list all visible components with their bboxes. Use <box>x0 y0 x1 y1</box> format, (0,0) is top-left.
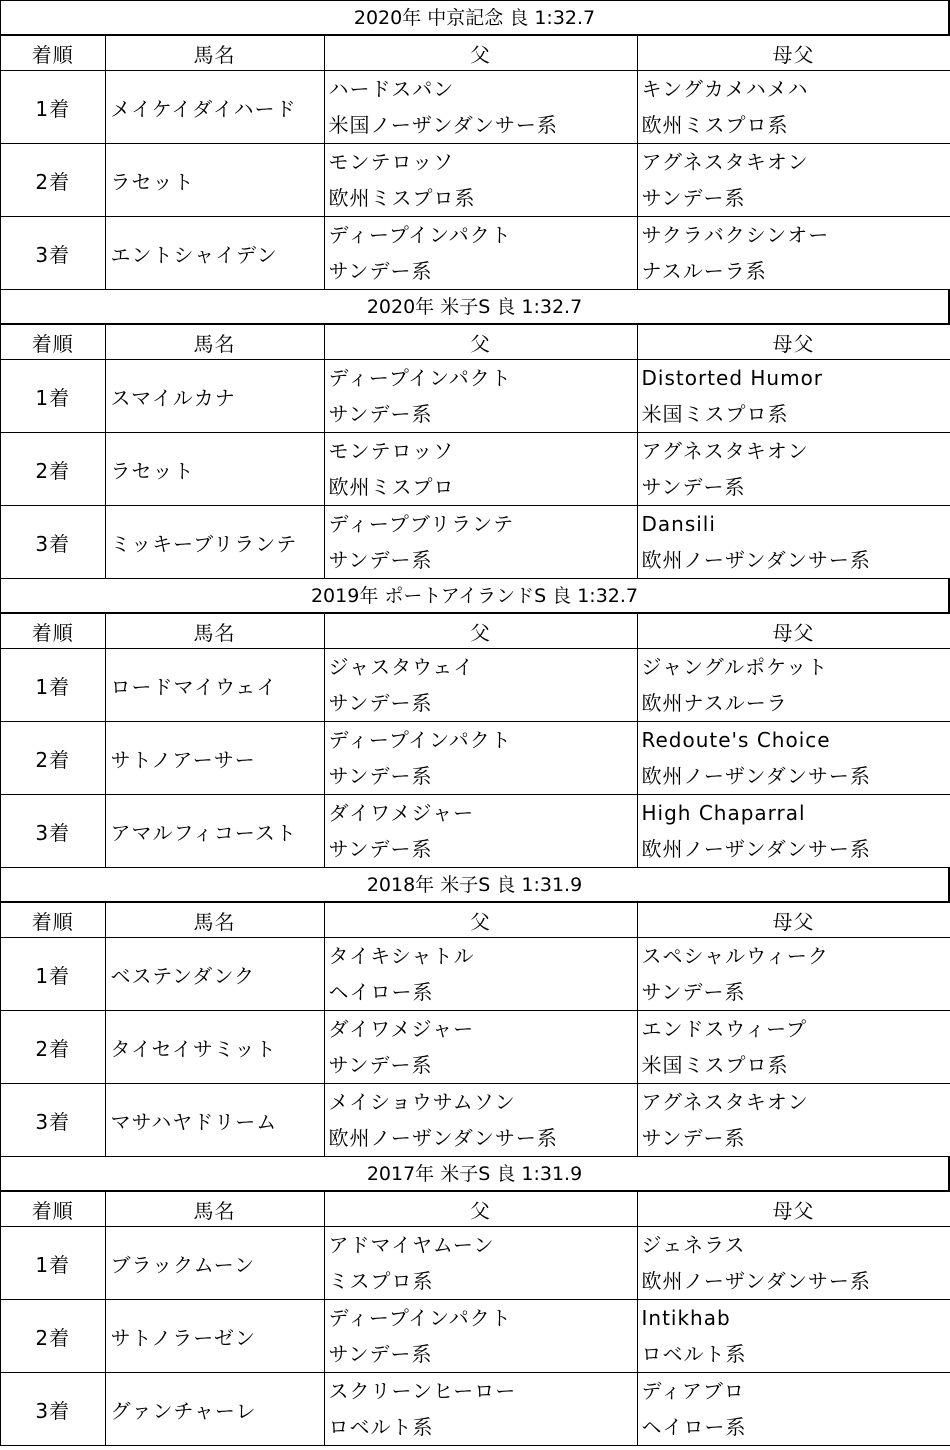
finish-position: 1着 <box>1 1227 105 1300</box>
horse-name: エントシャイデン <box>105 217 324 290</box>
dam-sire-name: スペシャルウィーク <box>641 944 829 968</box>
header-dam-sire: 母父 <box>637 1192 950 1227</box>
header-sire: 父 <box>324 1192 637 1227</box>
header-row <box>1 903 950 938</box>
sire-line: 米国ノーザンダンサー系 <box>328 113 558 137</box>
sire-line: 欧州ミスプロ <box>328 475 455 499</box>
finish-position: 1着 <box>1 71 105 144</box>
sire-line: サンデー系 <box>328 259 433 283</box>
finish-position: 1着 <box>1 938 105 1011</box>
sire-name: ディープブリランテ <box>328 512 515 536</box>
horse-name: ベステンダンク <box>105 938 324 1011</box>
header-dam-sire: 母父 <box>637 903 950 938</box>
race-block <box>1 579 950 868</box>
sire-line: ロベルト系 <box>328 1415 434 1439</box>
sire-line: サンデー系 <box>328 691 433 715</box>
dam-sire-name: アグネスタキオン <box>641 1090 809 1114</box>
sire-cell <box>324 506 637 579</box>
header-rank: 着順 <box>1 1192 105 1227</box>
sire-line: サンデー系 <box>328 837 433 861</box>
finish-position: 2着 <box>1 1011 105 1084</box>
horse-name: マサハヤドリーム <box>105 1084 324 1157</box>
result-row <box>1 1011 950 1084</box>
finish-position: 2着 <box>1 722 105 795</box>
sire-cell <box>324 360 637 433</box>
horse-name: ミッキーブリランテ <box>105 506 324 579</box>
header-row <box>1 614 950 649</box>
finish-position: 3着 <box>1 1084 105 1157</box>
header-dam-sire: 母父 <box>637 36 950 71</box>
dam-sire-name: Intikhab <box>641 1306 731 1330</box>
dam-sire-line: 米国ミスプロ系 <box>641 1053 789 1077</box>
sire-cell <box>324 144 637 217</box>
sire-cell <box>324 1227 637 1300</box>
sire-name: モンテロッソ <box>328 439 455 463</box>
dam-sire-name: Dansili <box>641 512 716 536</box>
dam-sire-cell <box>637 217 950 290</box>
sire-name: メイショウサムソン <box>328 1090 516 1114</box>
horse-name: サトノラーゼン <box>105 1300 324 1373</box>
header-sire: 父 <box>324 903 637 938</box>
dam-sire-cell <box>637 71 950 144</box>
dam-sire-line: ナスルーラ系 <box>641 259 767 283</box>
result-row <box>1 217 950 290</box>
header-sire: 父 <box>324 325 637 360</box>
result-row <box>1 795 950 868</box>
sire-name: ダイワメジャー <box>328 1017 475 1041</box>
dam-sire-line: サンデー系 <box>641 186 746 210</box>
dam-sire-name: アグネスタキオン <box>641 150 809 174</box>
horse-name: スマイルカナ <box>105 360 324 433</box>
header-row <box>1 36 950 71</box>
sire-cell <box>324 938 637 1011</box>
dam-sire-cell <box>637 649 950 722</box>
result-row <box>1 360 950 433</box>
horse-name: メイケイダイハード <box>105 71 324 144</box>
results-body <box>1 1227 950 1446</box>
horse-name: ラセット <box>105 433 324 506</box>
dam-sire-line: 欧州ノーザンダンサー系 <box>641 764 871 788</box>
sire-name: ディープインパクト <box>328 728 512 752</box>
finish-position: 2着 <box>1 433 105 506</box>
race-title: 2017年 米子S 良 1:31.9 <box>1 1157 950 1192</box>
horse-name: グァンチャーレ <box>105 1373 324 1446</box>
sire-name: アドマイヤムーン <box>328 1233 495 1257</box>
result-row <box>1 649 950 722</box>
dam-sire-line: ヘイロー系 <box>641 1415 747 1439</box>
finish-position: 2着 <box>1 1300 105 1373</box>
results-table <box>1 325 950 579</box>
dam-sire-name: キングカメハメハ <box>641 77 809 101</box>
sire-name: ダイワメジャー <box>328 801 475 825</box>
dam-sire-name: アグネスタキオン <box>641 439 809 463</box>
dam-sire-cell <box>637 795 950 868</box>
header-row <box>1 325 950 360</box>
horse-name: サトノアーサー <box>105 722 324 795</box>
dam-sire-name: Distorted Humor <box>641 366 824 390</box>
sire-line: ヘイロー系 <box>328 980 434 1004</box>
sire-line: 欧州ノーザンダンサー系 <box>328 1126 558 1150</box>
result-row <box>1 722 950 795</box>
header-row <box>1 1192 950 1227</box>
dam-sire-cell <box>637 1084 950 1157</box>
sire-line: サンデー系 <box>328 402 433 426</box>
horse-name: アマルフィコースト <box>105 795 324 868</box>
sire-line: 欧州ミスプロ系 <box>328 186 476 210</box>
horse-name: ブラックムーン <box>105 1227 324 1300</box>
results-body <box>1 360 950 579</box>
dam-sire-cell <box>637 360 950 433</box>
sire-line: ミスプロ系 <box>328 1269 434 1293</box>
dam-sire-cell <box>637 1373 950 1446</box>
header-dam-sire: 母父 <box>637 614 950 649</box>
dam-sire-name: ディアブロ <box>641 1379 745 1403</box>
dam-sire-line: サンデー系 <box>641 980 746 1004</box>
results-table <box>1 903 950 1157</box>
dam-sire-name: ジャングルポケット <box>641 655 829 679</box>
header-sire: 父 <box>324 36 637 71</box>
sire-name: ディープインパクト <box>328 1306 512 1330</box>
finish-position: 3着 <box>1 1373 105 1446</box>
dam-sire-cell <box>637 433 950 506</box>
result-row <box>1 1300 950 1373</box>
result-row <box>1 938 950 1011</box>
dam-sire-name: サクラバクシンオー <box>641 223 830 247</box>
dam-sire-line: 欧州ノーザンダンサー系 <box>641 837 871 861</box>
dam-sire-line: サンデー系 <box>641 475 746 499</box>
sire-cell <box>324 217 637 290</box>
sire-name: ディープインパクト <box>328 366 512 390</box>
sire-cell <box>324 722 637 795</box>
dam-sire-line: 欧州ノーザンダンサー系 <box>641 1269 871 1293</box>
dam-sire-cell <box>637 144 950 217</box>
finish-position: 2着 <box>1 144 105 217</box>
header-horse: 馬名 <box>105 614 324 649</box>
dam-sire-name: ジェネラス <box>641 1233 746 1257</box>
finish-position: 3着 <box>1 506 105 579</box>
header-dam-sire: 母父 <box>637 325 950 360</box>
horse-name: タイセイサミット <box>105 1011 324 1084</box>
header-horse: 馬名 <box>105 1192 324 1227</box>
result-row <box>1 1373 950 1446</box>
finish-position: 3着 <box>1 795 105 868</box>
sire-name: モンテロッソ <box>328 150 455 174</box>
header-rank: 着順 <box>1 36 105 71</box>
results-table <box>1 614 950 868</box>
result-row <box>1 144 950 217</box>
sire-cell <box>324 433 637 506</box>
results-body <box>1 938 950 1157</box>
race-title: 2018年 米子S 良 1:31.9 <box>1 868 950 903</box>
dam-sire-line: 欧州ノーザンダンサー系 <box>641 548 871 572</box>
race-title: 2020年 米子S 良 1:32.7 <box>1 290 950 325</box>
result-row <box>1 506 950 579</box>
result-row <box>1 433 950 506</box>
header-rank: 着順 <box>1 903 105 938</box>
header-horse: 馬名 <box>105 903 324 938</box>
sire-cell <box>324 1011 637 1084</box>
dam-sire-line: 米国ミスプロ系 <box>641 402 789 426</box>
sire-line: サンデー系 <box>328 764 433 788</box>
race-block <box>1 290 950 579</box>
dam-sire-cell <box>637 1011 950 1084</box>
horse-name: ロードマイウェイ <box>105 649 324 722</box>
dam-sire-line: 欧州ナスルーラ <box>641 691 788 715</box>
race-block <box>1 1157 950 1446</box>
dam-sire-name: Redoute's Choice <box>641 728 831 752</box>
header-rank: 着順 <box>1 325 105 360</box>
dam-sire-cell <box>637 506 950 579</box>
results-body <box>1 71 950 290</box>
sire-name: タイキシャトル <box>328 944 475 968</box>
dam-sire-line: サンデー系 <box>641 1126 746 1150</box>
header-sire: 父 <box>324 614 637 649</box>
sire-name: ジャスタウェイ <box>328 655 475 679</box>
sire-cell <box>324 795 637 868</box>
sire-line: サンデー系 <box>328 1053 433 1077</box>
horse-name: ラセット <box>105 144 324 217</box>
result-row <box>1 71 950 144</box>
results-table <box>1 36 950 290</box>
race-block <box>1 868 950 1157</box>
sire-line: サンデー系 <box>328 548 433 572</box>
dam-sire-cell <box>637 722 950 795</box>
dam-sire-line: 欧州ミスプロ系 <box>641 113 789 137</box>
sire-cell <box>324 1084 637 1157</box>
dam-sire-cell <box>637 1227 950 1300</box>
result-row <box>1 1084 950 1157</box>
finish-position: 1着 <box>1 649 105 722</box>
race-title: 2020年 中京記念 良 1:32.7 <box>1 1 950 36</box>
result-row <box>1 1227 950 1300</box>
sire-cell <box>324 649 637 722</box>
sire-cell <box>324 1300 637 1373</box>
sire-line: サンデー系 <box>328 1342 433 1366</box>
race-block <box>1 1 950 290</box>
header-horse: 馬名 <box>105 36 324 71</box>
sire-cell <box>324 1373 637 1446</box>
header-horse: 馬名 <box>105 325 324 360</box>
race-title: 2019年 ポートアイランドS 良 1:32.7 <box>1 579 950 614</box>
sire-name: スクリーンヒーロー <box>328 1379 517 1403</box>
dam-sire-name: High Chaparral <box>641 801 806 825</box>
dam-sire-line: ロベルト系 <box>641 1342 747 1366</box>
sire-name: ハードスパン <box>328 77 455 101</box>
results-body <box>1 649 950 868</box>
sire-name: ディープインパクト <box>328 223 512 247</box>
dam-sire-cell <box>637 1300 950 1373</box>
results-table <box>1 1192 950 1446</box>
finish-position: 1着 <box>1 360 105 433</box>
dam-sire-cell <box>637 938 950 1011</box>
finish-position: 3着 <box>1 217 105 290</box>
sire-cell <box>324 71 637 144</box>
header-rank: 着順 <box>1 614 105 649</box>
dam-sire-name: エンドスウィープ <box>641 1017 808 1041</box>
